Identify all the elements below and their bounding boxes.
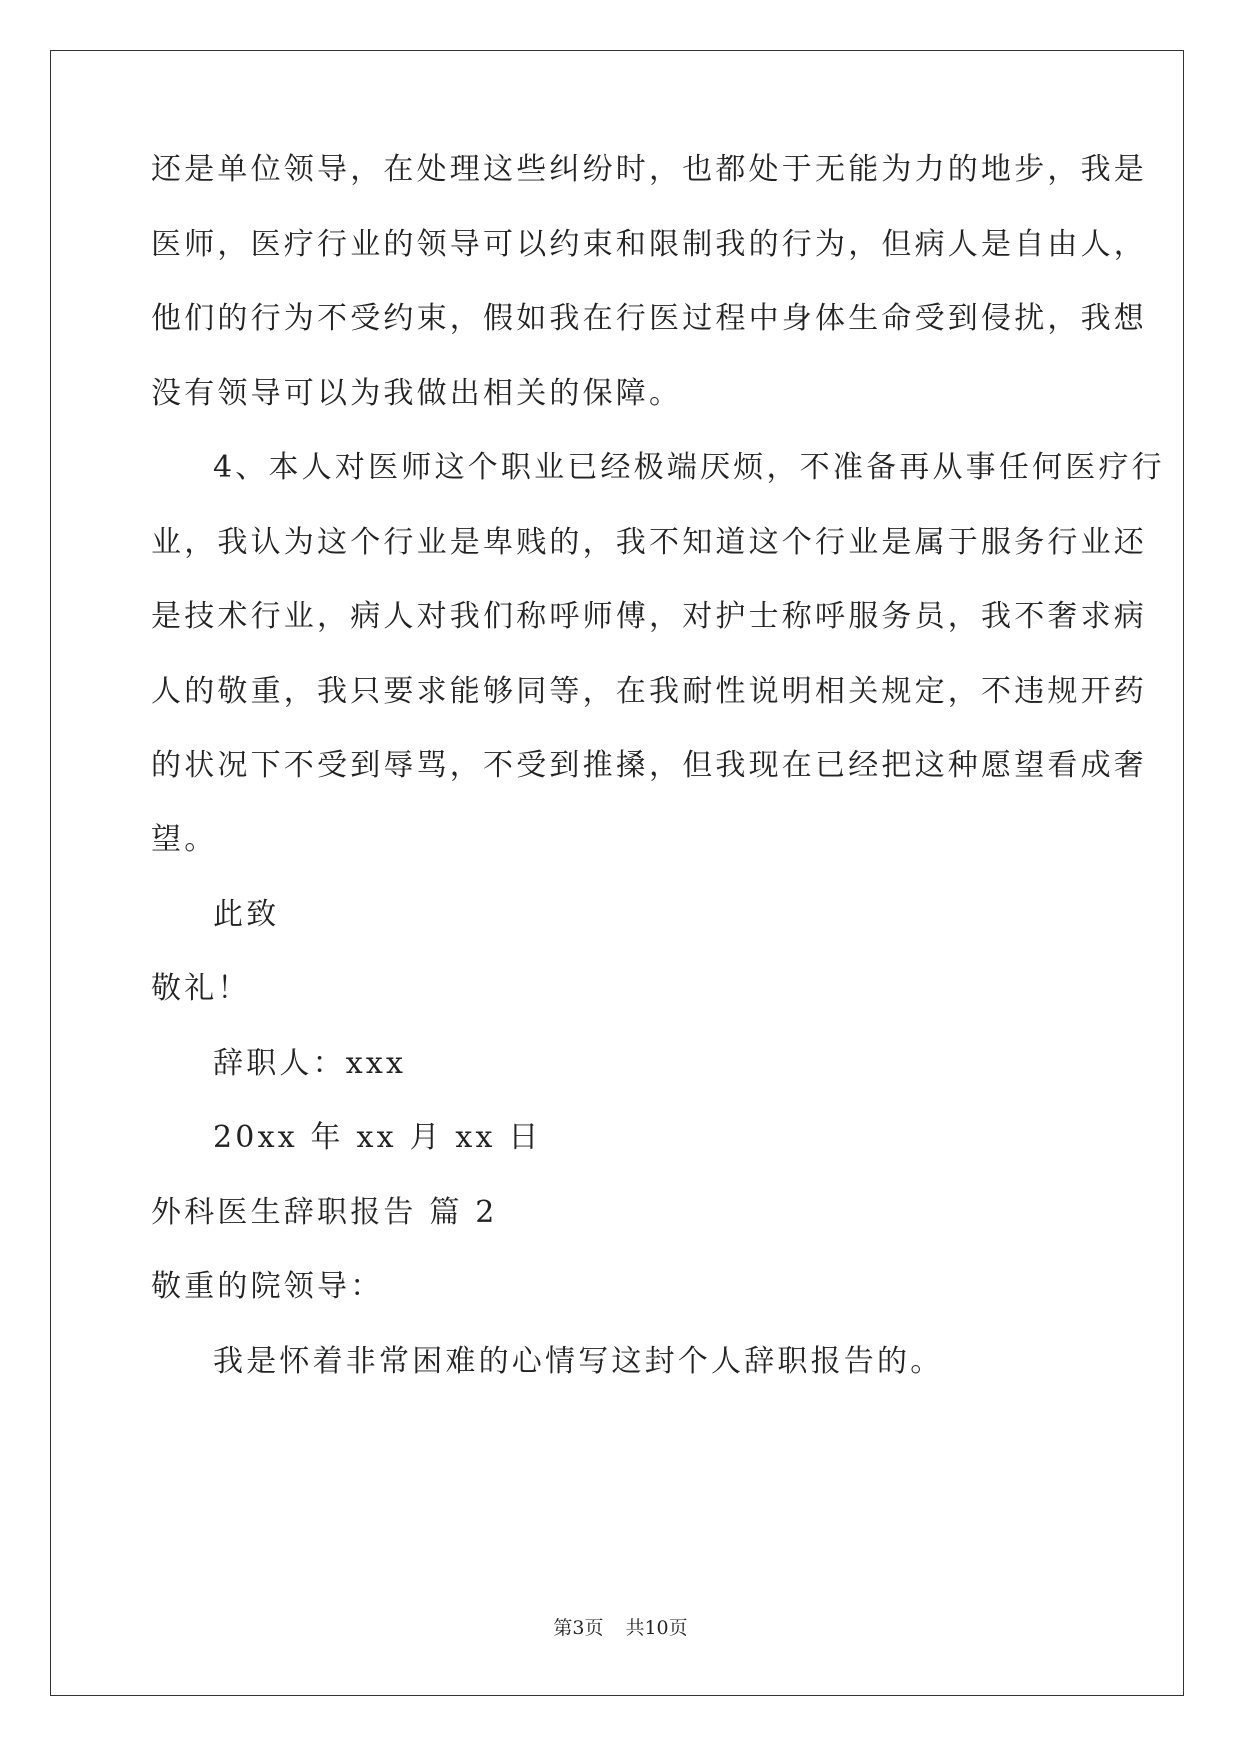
body-line: 是技术行业，病人对我们称呼师傅，对护士称呼服务员，我不奢求病 [151,599,1147,634]
page-total: 共10页 [625,1617,688,1639]
body-line: 的状况下不受到辱骂，不受到推搡，但我现在已经把这种愿望看成奢 [151,748,1147,783]
body-line: 他们的行为不受约束，假如我在行医过程中身体生命受到侵扰，我想 [151,301,1147,336]
body-line: 我是怀着非常困难的心情写这封个人辞职报告的。 [213,1344,944,1379]
page-border [50,50,1184,1696]
page-footer [0,1616,1241,1640]
letter-greeting: 敬重的院领导： [151,1269,384,1304]
signature-line: 辞职人：xxx [213,1046,407,1081]
page-number: 第3页 [553,1617,604,1639]
closing-salutation: 此致 [213,897,280,932]
body-line: 望。 [151,822,218,857]
paragraph-item-4-start: 4、本人对医师这个职业已经极端厌烦，不准备再从事任何医疗行 [213,450,1165,485]
body-line: 人的敬重，我只要求能够同等，在我耐性说明相关规定，不违规开药 [151,674,1147,709]
date-line: 20xx 年 xx 月 xx 日 [213,1120,542,1155]
body-line: 医师，医疗行业的领导可以约束和限制我的行为，但病人是自由人， [151,227,1147,262]
body-line: 还是单位领导，在处理这些纠纷时，也都处于无能为力的地步，我是 [151,152,1147,187]
section-heading: 外科医生辞职报告 篇 2 [151,1195,498,1230]
body-line: 没有领导可以为我做出相关的保障。 [151,376,683,411]
closing-regards: 敬礼！ [151,971,251,1006]
body-line: 业，我认为这个行业是卑贱的，我不知道这个行业是属于服务行业还 [151,525,1147,560]
